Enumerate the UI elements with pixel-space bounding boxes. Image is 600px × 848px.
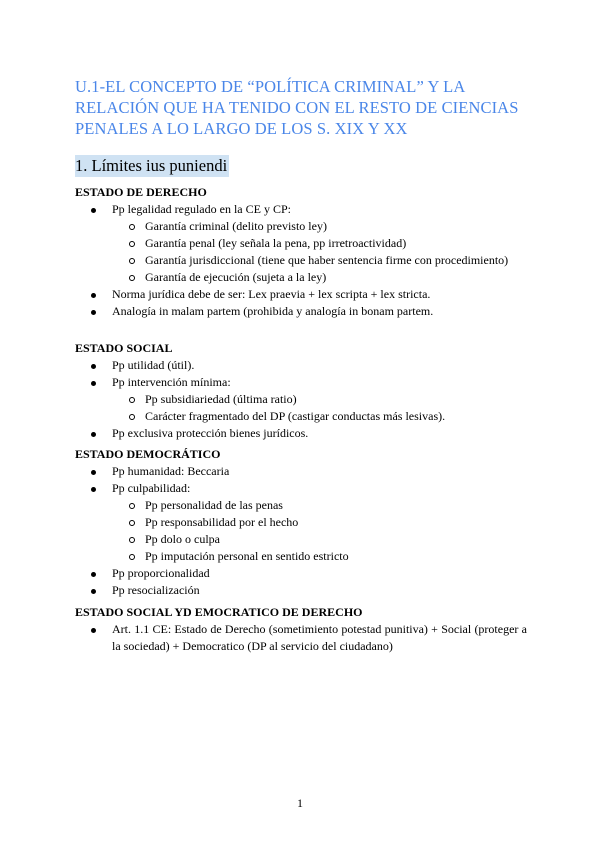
list-item-text: Pp proporcionalidad: [112, 566, 210, 580]
subsection-heading: ESTADO DEMOCRÁTICO: [75, 447, 221, 461]
section-estado-de-derecho: [75, 184, 527, 320]
bullet-dot-icon: [91, 628, 96, 633]
list-item: [75, 582, 527, 599]
bullet-list: [75, 357, 527, 442]
bullet-circle-icon: [129, 554, 135, 560]
page-number: 1: [297, 796, 303, 810]
list-item: [75, 480, 527, 497]
bullet-dot-icon: [91, 589, 96, 594]
list-item-text: Pp legalidad regulado en la CE y CP:: [112, 202, 291, 216]
sub-list-item: [75, 497, 527, 514]
bullet-dot-icon: [91, 381, 96, 386]
list-item-text: Pp utilidad (útil).: [112, 358, 195, 372]
list-item-text: Pp intervención mínima:: [112, 375, 231, 389]
bullet-circle-icon: [129, 224, 135, 230]
sub-list-item-text: Garantía jurisdiccional (tiene que haber sentencia firme con procedimiento): [145, 253, 509, 267]
bullet-circle-icon: [129, 520, 135, 526]
sub-list-item-text: Pp dolo o culpa: [145, 532, 220, 546]
sub-list-item: [75, 218, 527, 235]
sub-list-item: [75, 391, 527, 408]
bullet-circle-icon: [129, 275, 135, 281]
list-item: [75, 286, 527, 303]
list-item: [75, 201, 527, 218]
bullet-list: [75, 201, 527, 320]
subsection-heading: ESTADO SOCIAL: [75, 341, 173, 355]
list-item: [75, 463, 527, 480]
sub-list-item-text: Garantía penal (ley señala la pena, pp irretroactividad): [145, 236, 407, 250]
sub-list-item: [75, 548, 527, 565]
list-item-text: Pp resocialización: [112, 583, 200, 597]
list-item: [75, 357, 527, 374]
sub-list-item-text: Carácter fragmentado del DP (castigar conductas más lesivas).: [145, 409, 446, 423]
list-item: [75, 425, 527, 442]
sub-list-item: [75, 514, 527, 531]
sub-list-item: [75, 252, 527, 269]
bullet-dot-icon: [91, 208, 96, 213]
bullet-circle-icon: [129, 503, 135, 509]
bullet-circle-icon: [129, 241, 135, 247]
list-item: [75, 565, 527, 582]
subsection-heading: ESTADO SOCIAL YD EMOCRATICO DE DERECHO: [75, 605, 363, 619]
bullet-list: [75, 621, 527, 655]
document-title: U.1-EL CONCEPTO DE “POLÍTICA CRIMINAL” Y LA RELACIÓN QUE HA TENIDO CON EL RESTO DE CIENCIAS PENALES A LO LARGO DE LOS S. XIX Y XX: [75, 77, 519, 138]
sub-list-item-text: Pp subsidiariedad (última ratio): [145, 392, 297, 406]
bullet-dot-icon: [91, 470, 96, 475]
list-item-text: Art. 1.1 CE: Estado de Derecho (sometimiento potestad punitiva) + Social (proteger a la sociedad) + Democratico (DP al servicio del ciudadano): [112, 622, 527, 653]
sub-list-item-text: Pp personalidad de las penas: [145, 498, 283, 512]
sub-list-item-text: Garantía de ejecución (sujeta a la ley): [145, 270, 327, 284]
list-item: [75, 303, 527, 320]
bullet-dot-icon: [91, 572, 96, 577]
list-item-text: Pp humanidad: Beccaria: [112, 464, 230, 478]
bullet-dot-icon: [91, 310, 96, 315]
sub-list-item-text: Pp responsabilidad por el hecho: [145, 515, 299, 529]
section-estado-social: [75, 340, 527, 442]
sub-list-item: [75, 235, 527, 252]
list-item-text: Analogía in malam partem (prohibida y analogía in bonam partem.: [112, 304, 434, 318]
bullet-dot-icon: [91, 487, 96, 492]
bullet-circle-icon: [129, 258, 135, 264]
list-item-text: Pp culpabilidad:: [112, 481, 191, 495]
section-heading-limites: 1. Límites ius puniendi: [75, 156, 228, 175]
sub-list-item-text: Pp imputación personal en sentido estricto: [145, 549, 349, 563]
bullet-dot-icon: [91, 432, 96, 437]
list-item-text: Pp exclusiva protección bienes jurídicos.: [112, 426, 309, 440]
bullet-dot-icon: [91, 293, 96, 298]
sub-list-item-text: Garantía criminal (delito previsto ley): [145, 219, 327, 233]
subsection-heading: ESTADO DE DERECHO: [75, 185, 207, 199]
section-estado-social-democratico: [75, 604, 527, 655]
list-item: [75, 374, 527, 391]
list-item: [75, 621, 527, 655]
sub-list-item: [75, 531, 527, 548]
list-item-text: Norma jurídica debe de ser: Lex praevia + lex scripta + lex stricta.: [112, 287, 431, 301]
sub-list-item: [75, 408, 527, 425]
bullet-circle-icon: [129, 537, 135, 543]
bullet-circle-icon: [129, 397, 135, 403]
bullet-dot-icon: [91, 364, 96, 369]
bullet-list: [75, 463, 527, 599]
bullet-circle-icon: [129, 414, 135, 420]
sub-list-item: [75, 269, 527, 286]
section-estado-democratico: [75, 446, 527, 599]
